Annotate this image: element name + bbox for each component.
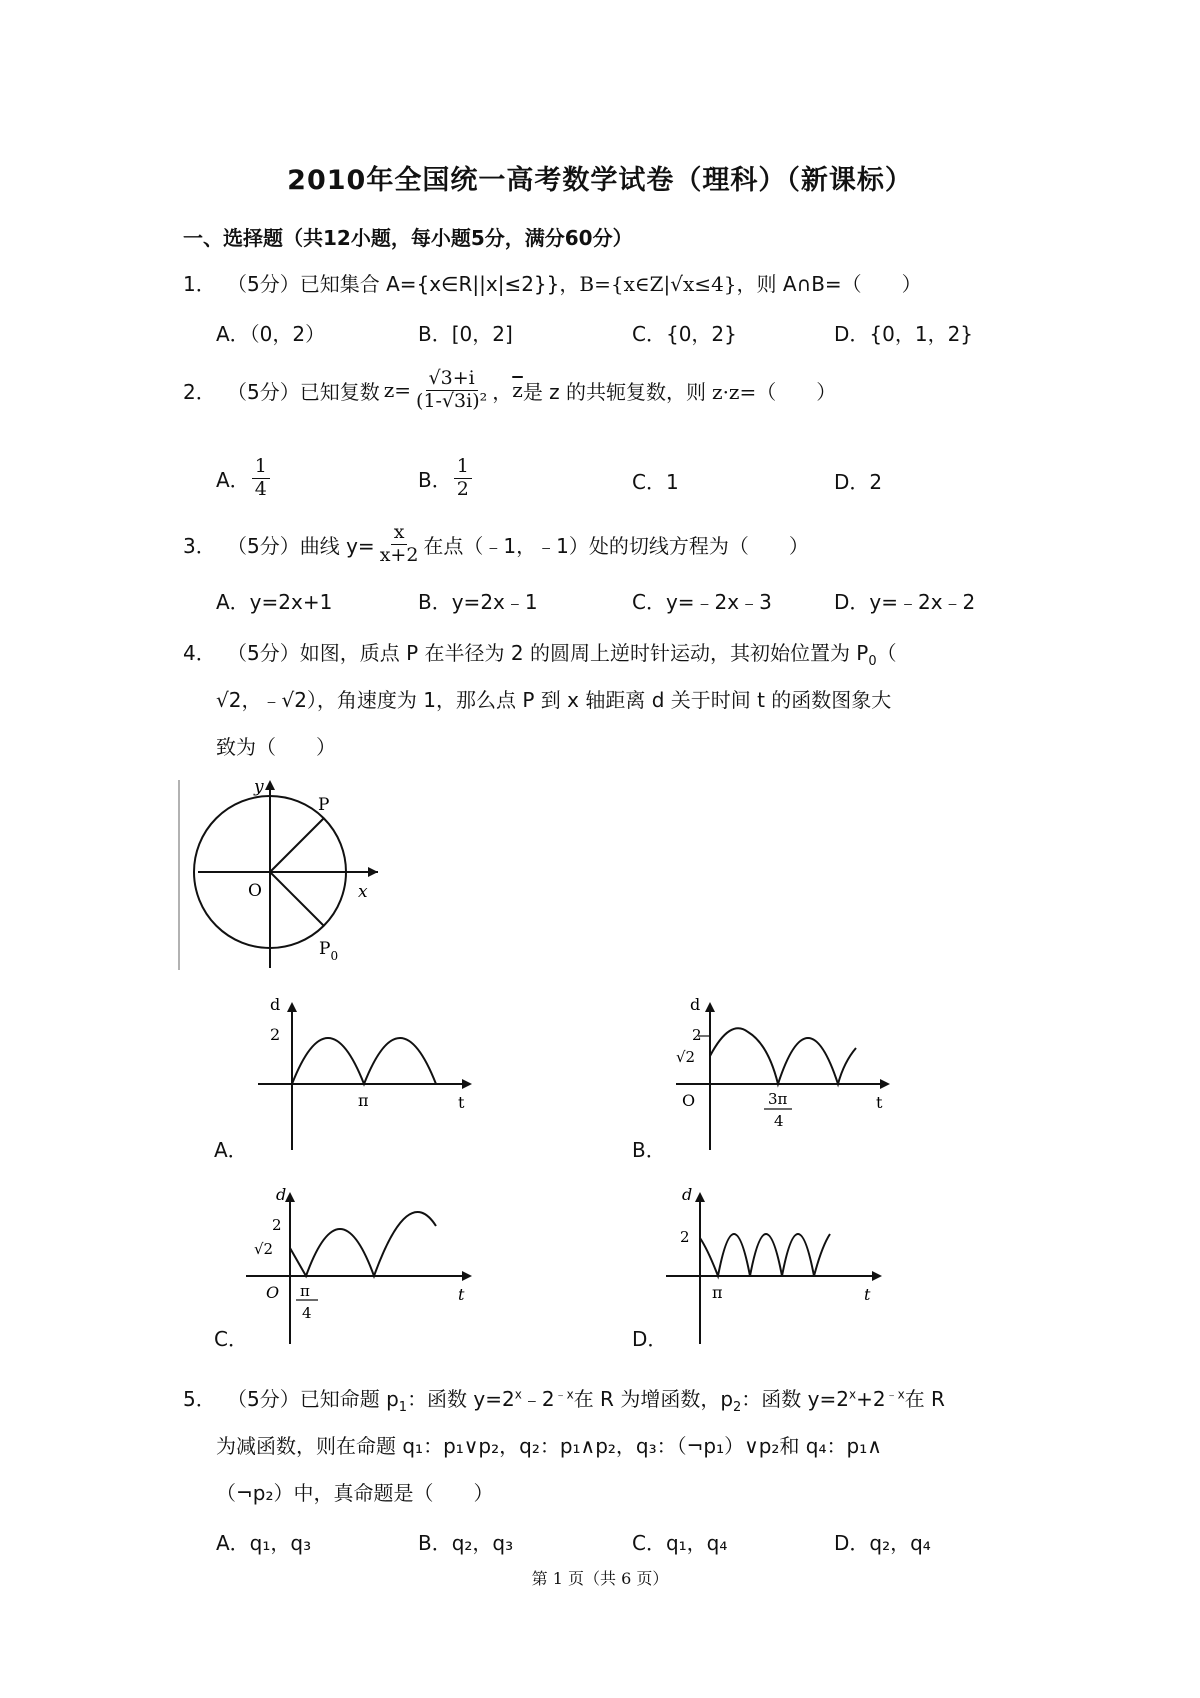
fraction-denominator: 4 xyxy=(254,477,267,500)
graph-d[interactable] xyxy=(660,1186,900,1346)
superscript: x xyxy=(514,1387,522,1402)
radius-p0 xyxy=(270,872,324,926)
option-b[interactable]: B．q₂，q₃ xyxy=(418,1531,514,1555)
question-text: +2 xyxy=(856,1387,886,1411)
d-axis-arrow xyxy=(695,1192,705,1202)
question-text: （5分）曲线 y= xyxy=(227,533,375,558)
fraction-denominator: (1-√3i)² xyxy=(416,389,488,412)
z-label: z= xyxy=(383,378,412,402)
option-value: 2 xyxy=(869,470,883,494)
tick-pi: π xyxy=(358,1091,369,1110)
option-b[interactable]: B．y=2x﹣1 xyxy=(418,590,538,614)
product-expression: z·z=（ ） xyxy=(712,379,837,404)
option-b[interactable] xyxy=(418,456,474,501)
question-text: （ xyxy=(876,641,897,665)
circle-figure xyxy=(178,776,388,972)
t-axis-arrow xyxy=(872,1271,882,1281)
page-footer: 第 1 页（共 6 页） xyxy=(531,1569,669,1588)
tick-numerator: π xyxy=(300,1282,310,1300)
option-d[interactable]: D．y=﹣2x﹣2 xyxy=(834,590,976,614)
option-letter: B． xyxy=(418,467,452,492)
set-b-formula: B={x∈Z|√x≤4} xyxy=(579,272,737,296)
p0-subscript: 0 xyxy=(330,949,339,963)
graph-option-a-label[interactable]: A． xyxy=(214,1138,248,1162)
question-text: 在 R 为增函数，p xyxy=(573,1387,734,1411)
origin-label: O xyxy=(248,881,262,901)
question-3 xyxy=(183,518,809,570)
option-a[interactable]: A．（0，2） xyxy=(216,322,326,346)
origin-label: O xyxy=(266,1283,280,1302)
tick-pi: π xyxy=(712,1283,723,1302)
option-c[interactable]: C．q₁，q₄ xyxy=(632,1531,728,1555)
option-value: 1 xyxy=(665,470,679,494)
question-text: 是 z 的共轭复数，则 xyxy=(522,379,707,404)
option-letter: D． xyxy=(834,470,870,494)
option-c[interactable]: C．{0，2} xyxy=(632,322,737,346)
curve-fraction xyxy=(377,522,422,567)
d-axis-arrow xyxy=(287,1002,297,1012)
question-text: （5分）已知复数 xyxy=(227,379,380,404)
t-axis-arrow xyxy=(462,1271,472,1281)
question-number: 3． xyxy=(183,533,216,558)
d-label: d xyxy=(690,996,701,1014)
t-axis-arrow xyxy=(462,1079,472,1089)
question-text: ﹣2 xyxy=(521,1387,555,1411)
option-b[interactable]: B．[0，2] xyxy=(418,322,513,346)
question-text: ， xyxy=(492,379,513,404)
fraction-denominator: 2 xyxy=(456,477,469,500)
fraction-numerator: 1 xyxy=(454,456,472,479)
superscript: ﹣x xyxy=(885,1387,905,1402)
point-p-label: P xyxy=(318,795,330,815)
tick-numerator: 3π xyxy=(768,1090,788,1108)
d-label: d xyxy=(270,996,281,1014)
question-1 xyxy=(183,268,922,297)
question-number: 2． xyxy=(183,379,216,404)
option-c[interactable] xyxy=(632,466,679,495)
y-axis-label: y xyxy=(254,777,264,797)
fraction-denominator: x+2 xyxy=(379,543,419,566)
tick-2: 2 xyxy=(270,1025,281,1044)
origin-label: O xyxy=(682,1091,696,1110)
option-a[interactable]: A．y=2x+1 xyxy=(216,590,333,614)
question-4-line-2: √2，﹣√2），角速度为 1，那么点 P 到 x 轴距离 d 关于时间 t 的函数图象大 xyxy=(216,688,892,712)
d-label: d xyxy=(682,1186,693,1204)
subscript: 1 xyxy=(398,1400,408,1415)
graph-option-d-label[interactable]: D． xyxy=(632,1327,668,1351)
d-curve xyxy=(290,1212,436,1276)
point-p0-label xyxy=(319,939,338,963)
option-letter: C． xyxy=(632,470,666,494)
graph-c[interactable] xyxy=(240,1186,480,1346)
t-label: t xyxy=(458,1285,465,1304)
x-axis-arrow xyxy=(368,867,378,877)
graph-option-c-label[interactable]: C． xyxy=(214,1327,248,1351)
question-text: （5分）已知命题 p xyxy=(227,1387,399,1411)
option-fraction xyxy=(252,456,270,501)
x-axis-label: x xyxy=(358,882,368,902)
option-a[interactable] xyxy=(216,456,272,501)
tick-denominator: 4 xyxy=(302,1304,312,1322)
question-text: ：函数 y=2 xyxy=(407,1387,515,1411)
t-axis-arrow xyxy=(880,1079,890,1089)
page-title: 2010年全国统一高考数学试卷（理科）（新课标） xyxy=(287,165,913,196)
tick-sqrt2: √2 xyxy=(676,1048,696,1066)
subscript: 0 xyxy=(868,654,877,669)
d-axis-arrow xyxy=(705,1002,715,1012)
option-c[interactable]: C．y=﹣2x﹣3 xyxy=(632,590,772,614)
d-curve xyxy=(710,1028,856,1084)
d-curve xyxy=(292,1038,436,1084)
d-label: d xyxy=(276,1186,287,1204)
question-2 xyxy=(183,362,836,418)
t-label: t xyxy=(876,1093,883,1112)
graph-option-b-label[interactable]: B． xyxy=(632,1138,666,1162)
radius-p xyxy=(270,818,324,872)
option-letter: A． xyxy=(216,467,250,492)
question-number: 4． xyxy=(183,641,216,665)
question-text: 在点（﹣1，﹣1）处的切线方程为（ ） xyxy=(423,533,809,558)
y-axis-arrow xyxy=(265,780,275,790)
option-fraction xyxy=(454,456,472,501)
z-conjugate: $\overline{z}$ xyxy=(512,378,523,402)
question-5 xyxy=(183,1383,945,1415)
tick-2: 2 xyxy=(692,1026,702,1044)
option-a[interactable]: A．q₁，q₃ xyxy=(216,1531,312,1555)
complex-fraction xyxy=(413,368,490,413)
tick-2: 2 xyxy=(680,1228,690,1246)
question-number: 1． xyxy=(183,272,216,296)
t-label: t xyxy=(864,1285,871,1304)
subscript: 2 xyxy=(733,1400,742,1415)
t-label: t xyxy=(458,1093,465,1112)
question-text: （5分）如图，质点 P 在半径为 2 的圆周上逆时针运动，其初始位置为 P xyxy=(227,641,869,665)
option-d[interactable] xyxy=(834,466,882,495)
question-4-line-3: 致为（ ） xyxy=(216,735,336,759)
fraction-numerator: x xyxy=(391,522,408,545)
superscript: ﹣x xyxy=(554,1387,574,1402)
p0-letter: P xyxy=(319,939,331,959)
question-text: （5分）已知集合 A={x∈R||x|≤2}}， xyxy=(227,272,580,296)
question-4 xyxy=(183,637,897,669)
tick-sqrt2: √2 xyxy=(254,1240,274,1258)
option-d[interactable]: D．q₂，q₄ xyxy=(834,1531,931,1555)
question-text: ，则 A∩B=（ ） xyxy=(736,272,922,296)
tick-2: 2 xyxy=(272,1216,282,1234)
question-text: 在 R xyxy=(904,1387,945,1411)
question-5-line-2: 为减函数，则在命题 q₁：p₁∨p₂，q₂：p₁∧p₂，q₃：（¬p₁）∨p₂和 q₄：p₁∧ xyxy=(216,1434,882,1458)
d-axis-arrow xyxy=(285,1192,295,1202)
d-curve xyxy=(700,1234,830,1276)
superscript: x xyxy=(848,1387,857,1402)
question-text: ：函数 y=2 xyxy=(741,1387,849,1411)
question-number: 5． xyxy=(183,1387,216,1411)
tick-denominator: 4 xyxy=(774,1112,784,1130)
fraction-numerator: 1 xyxy=(252,456,270,479)
graph-b[interactable] xyxy=(668,996,898,1152)
section-heading: 一、选择题（共12小题，每小题5分，满分60分） xyxy=(183,226,633,250)
question-5-line-3: （¬p₂）中，真命题是（ ） xyxy=(216,1481,494,1505)
fraction-numerator: √3+i xyxy=(426,368,478,391)
option-d[interactable]: D．{0，1，2} xyxy=(834,322,974,346)
graph-a[interactable] xyxy=(250,996,480,1152)
